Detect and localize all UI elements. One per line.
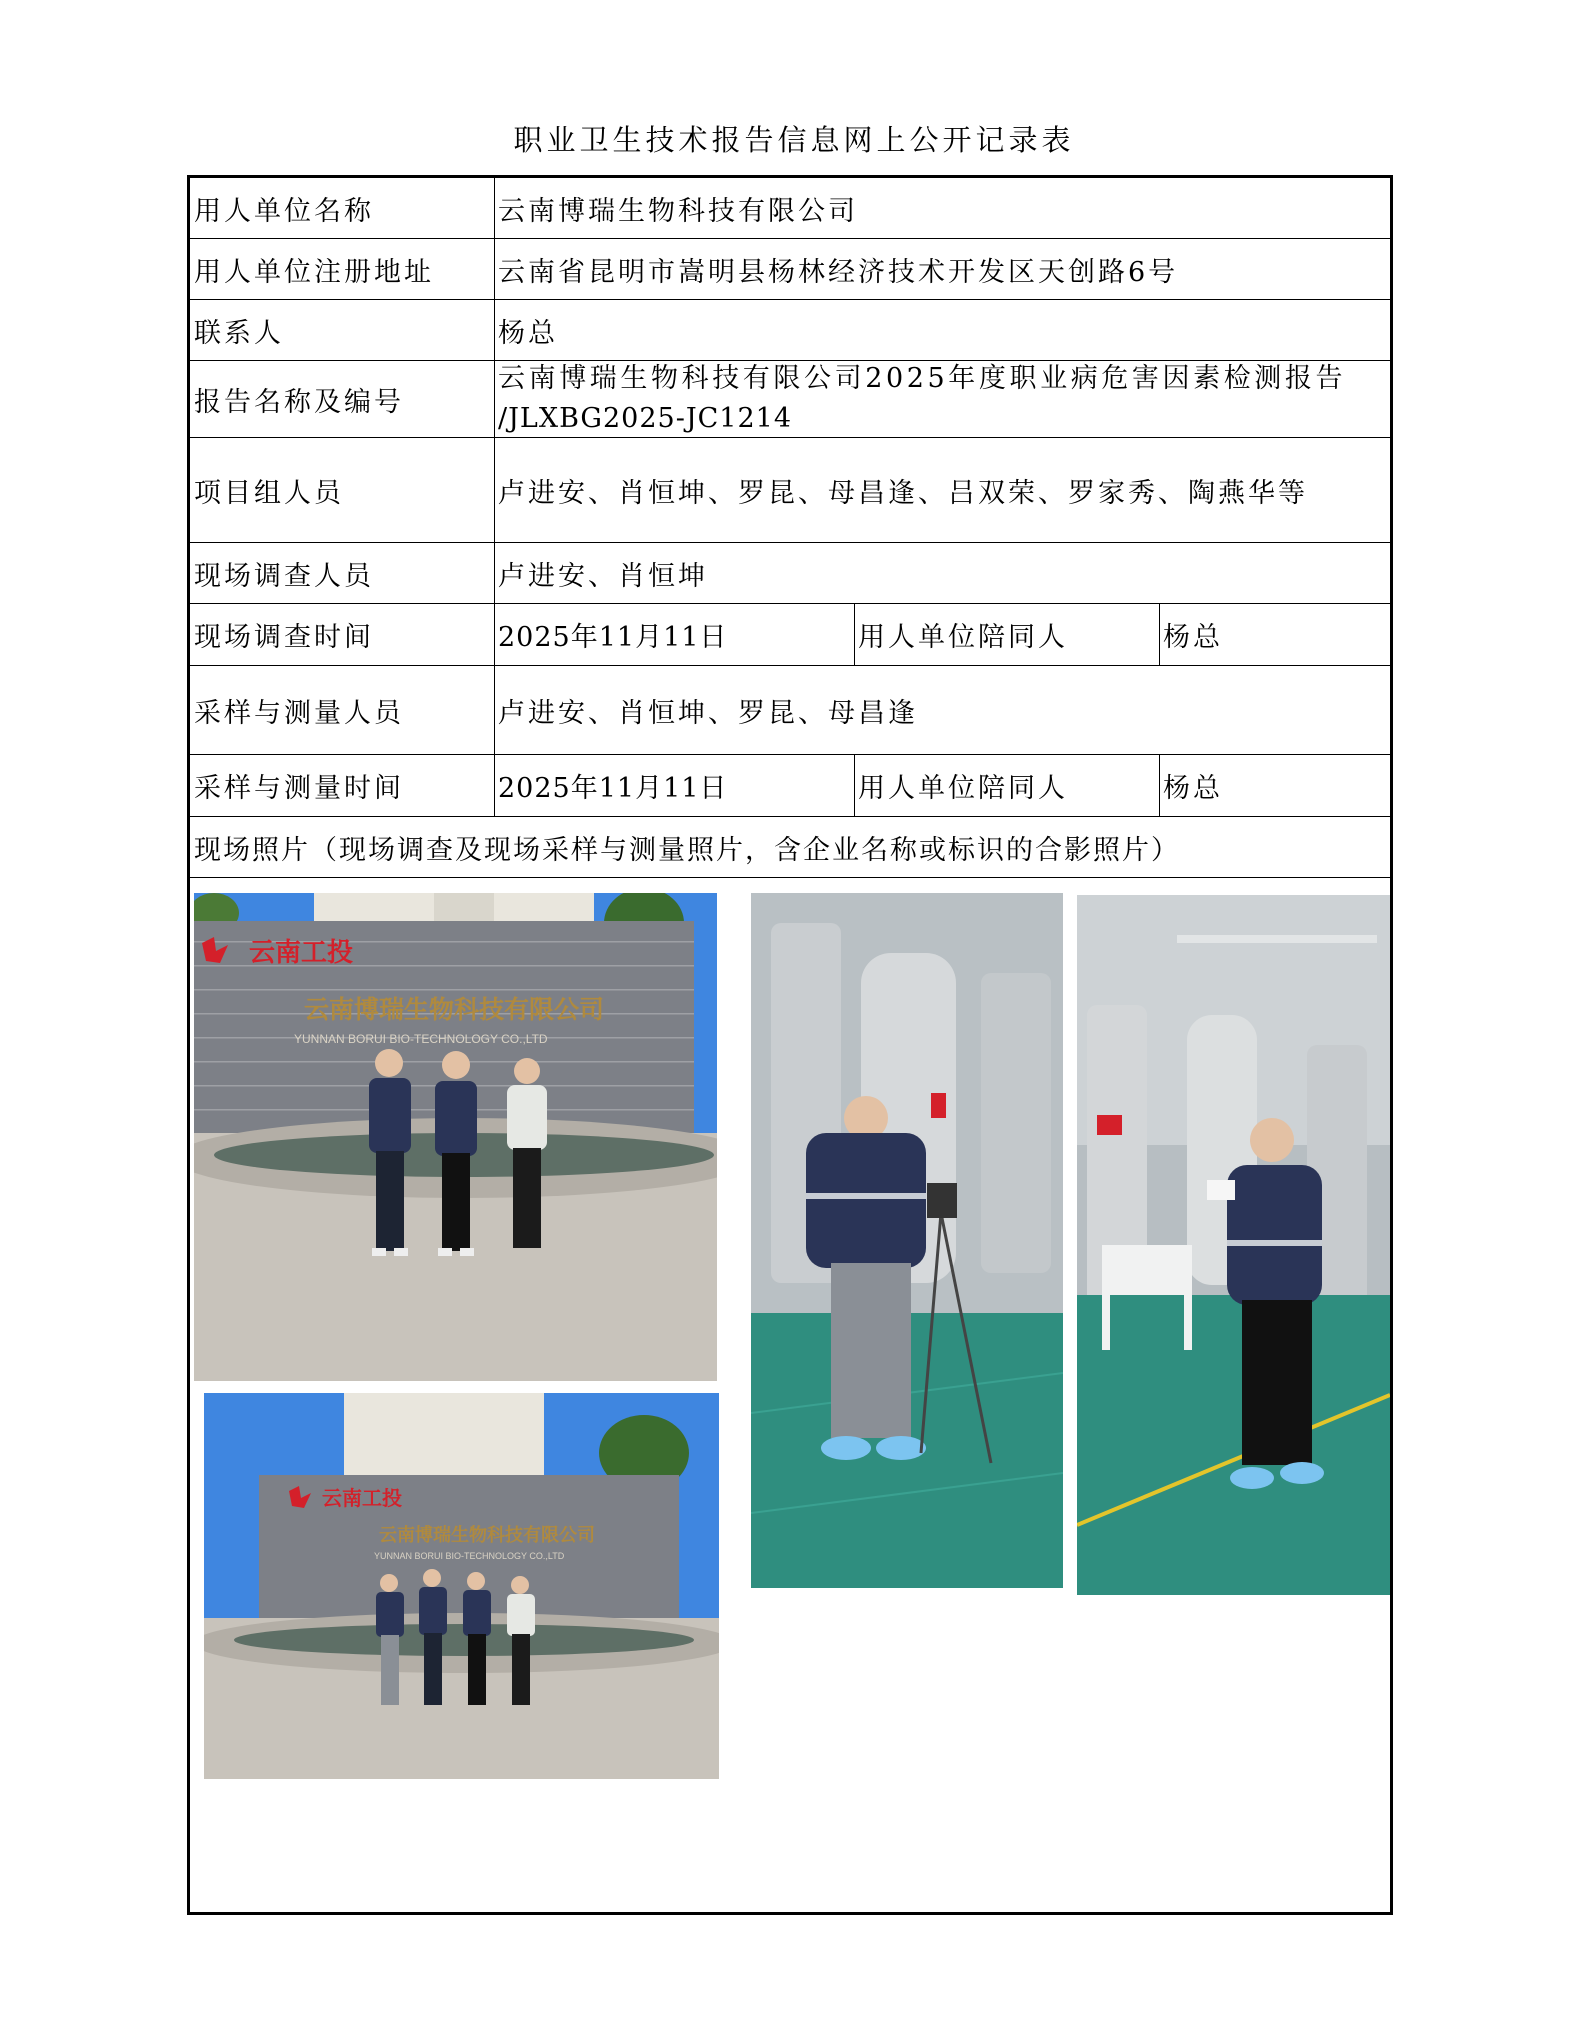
record-table bbox=[187, 175, 1393, 1915]
row-contact bbox=[190, 300, 1390, 361]
contact-label: 联系人 bbox=[194, 317, 284, 349]
row-sampling-staff bbox=[190, 666, 1390, 755]
row-team bbox=[190, 438, 1390, 543]
survey-staff-label: 现场调查人员 bbox=[194, 560, 374, 592]
unit-name-label: 用人单位名称 bbox=[194, 195, 374, 227]
row-survey-staff bbox=[190, 543, 1390, 604]
contact-value: 杨总 bbox=[498, 317, 558, 349]
photos-label: 现场照片（现场调查及现场采样与测量照片，含企业名称或标识的合影照片） bbox=[194, 834, 1180, 866]
sign-brand-2: 云南工投 bbox=[322, 1488, 402, 1510]
row-unit-name bbox=[190, 178, 1390, 239]
row-photos-header bbox=[190, 817, 1390, 878]
report-label: 报告名称及编号 bbox=[194, 386, 404, 418]
sign-company-en-1: YUNNAN BORUI BIO-TECHNOLOGY CO.,LTD bbox=[294, 1032, 548, 1046]
report-number: /JLXBG2025-JC1214 bbox=[498, 403, 793, 434]
sampling-companion-label: 用人单位陪同人 bbox=[858, 773, 1068, 804]
sign-brand-1: 云南工投 bbox=[249, 937, 354, 967]
row-survey-time bbox=[190, 604, 1390, 666]
factory-photo-2 bbox=[1077, 895, 1390, 1595]
sampling-time-label: 采样与测量时间 bbox=[194, 773, 404, 804]
row-sampling-time bbox=[190, 755, 1390, 817]
unit-name-value: 云南博瑞生物科技有限公司 bbox=[498, 195, 858, 227]
sign-company-en-2: YUNNAN BORUI BIO-TECHNOLOGY CO.,LTD bbox=[374, 1551, 565, 1561]
row-unit-address bbox=[190, 239, 1390, 300]
survey-staff-value: 卢进安、肖恒坤 bbox=[498, 560, 708, 592]
row-report bbox=[190, 361, 1390, 438]
survey-time-label: 现场调查时间 bbox=[194, 622, 374, 653]
team-label: 项目组人员 bbox=[194, 477, 344, 509]
report-value bbox=[494, 361, 1390, 437]
factory-photo-1 bbox=[751, 893, 1063, 1588]
group-photo-2 bbox=[204, 1393, 719, 1779]
sampling-staff-label: 采样与测量人员 bbox=[194, 697, 404, 729]
survey-companion-label: 用人单位陪同人 bbox=[858, 622, 1068, 653]
group-photo-1 bbox=[194, 893, 717, 1381]
sampling-staff-value: 卢进安、肖恒坤、罗昆、母昌逢 bbox=[498, 697, 918, 729]
survey-time-value: 2025年11月11日 bbox=[498, 622, 728, 653]
sign-company-cn-2: 云南博瑞生物科技有限公司 bbox=[379, 1525, 595, 1545]
unit-address-label: 用人单位注册地址 bbox=[194, 256, 434, 288]
sign-company-cn-1: 云南博瑞生物科技有限公司 bbox=[304, 996, 605, 1024]
page-title: 职业卫生技术报告信息网上公开记录表 bbox=[513, 123, 1075, 157]
report-name: 云南博瑞生物科技有限公司2025年度职业病危害因素检测报告 bbox=[498, 363, 1347, 394]
sampling-companion-value: 杨总 bbox=[1163, 773, 1223, 804]
survey-companion-value: 杨总 bbox=[1163, 622, 1223, 653]
team-value: 卢进安、肖恒坤、罗昆、母昌逢、吕双荣、罗家秀、陶燕华等 bbox=[498, 477, 1308, 509]
sampling-time-value: 2025年11月11日 bbox=[498, 773, 728, 804]
unit-address-value: 云南省昆明市嵩明县杨林经济技术开发区天创路6号 bbox=[498, 256, 1179, 288]
